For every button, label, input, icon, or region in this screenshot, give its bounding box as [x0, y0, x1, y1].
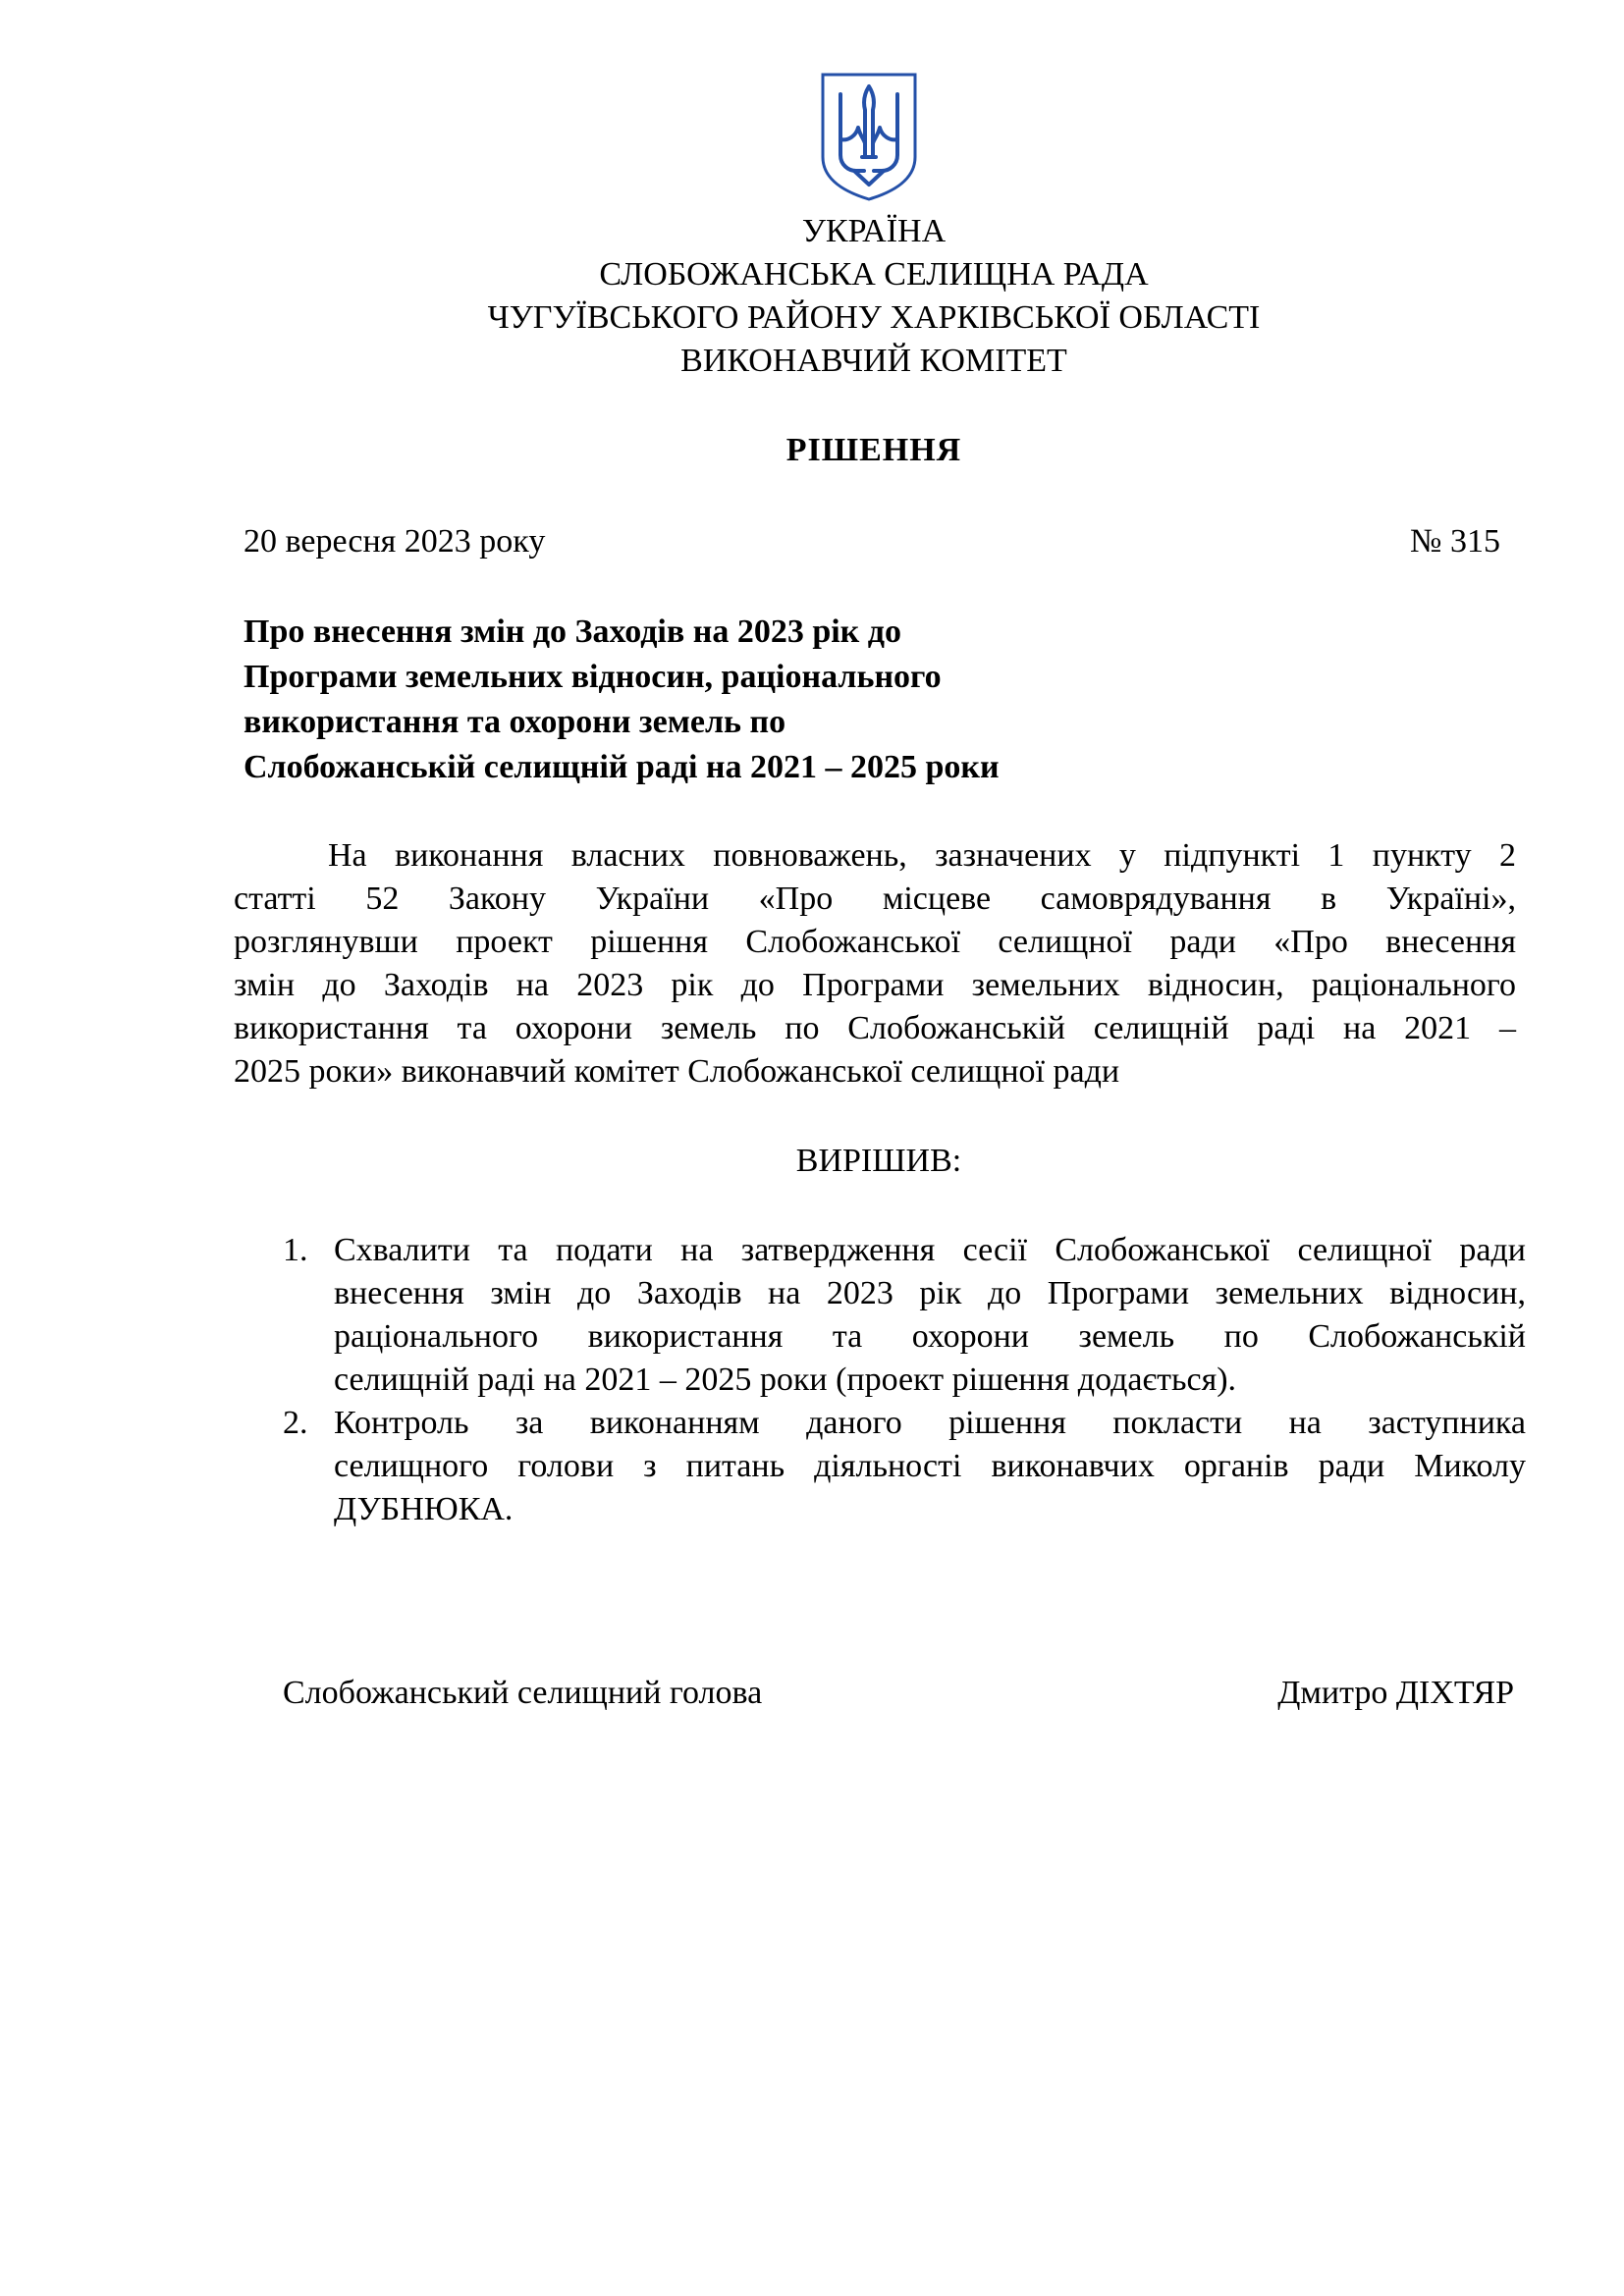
header-council: СЛОБОЖАНСЬКА СЕЛИЩНА РАДА: [599, 256, 1149, 293]
document-title: РІШЕННЯ: [785, 432, 962, 468]
preamble-line: розглянувши проект рішення Слобожанської селищної ради «Про внесення: [234, 924, 1516, 960]
header-district: ЧУГУЇВСЬКОГО РАЙОНУ ХАРКІВСЬКОЇ ОБЛАСТІ: [487, 299, 1261, 336]
signatory-position: Слобожанський селищний голова: [283, 1675, 763, 1711]
subject-line: використання та охорони земель по: [244, 704, 786, 740]
preamble-line: 2025 роки» виконавчий комітет Слобожанської селищної ради: [234, 1053, 1120, 1090]
decision-list: [283, 1229, 1526, 1531]
subject-line: Про внесення змін до Заходів на 2023 рік до: [244, 614, 901, 650]
subject-line: Слобожанській селищній раді на 2021 – 2025 роки: [244, 749, 1000, 785]
preamble-line: змін до Заходів на 2023 рік до Програми земельних відносин, раціонального: [234, 967, 1516, 1003]
signatory-name: Дмитро ДІХТЯР: [1277, 1675, 1514, 1711]
document-number: № 315: [1410, 523, 1500, 560]
list-item-line: Контроль за виконанням даного рішення покласти на заступника: [334, 1405, 1526, 1441]
preamble-line: статті 52 Закону України «Про місцеве самоврядування в Україні»,: [234, 881, 1516, 917]
preamble-paragraph: [234, 834, 1516, 1094]
document-subject: [244, 610, 1000, 790]
header-country: УКРАЇНА: [801, 213, 947, 249]
decision-item-2: [283, 1402, 1526, 1531]
list-item-line: ДУБНЮКА.: [334, 1491, 514, 1527]
list-item-line: раціонального використання та охорони земель по Слобожанській: [334, 1318, 1526, 1355]
list-item-line: селищного голови з питань діяльності виконавчих органів ради Миколу: [334, 1448, 1526, 1484]
document-header: [0, 210, 1624, 383]
list-item-number: 1.: [283, 1232, 308, 1268]
decision-item-1: [283, 1229, 1526, 1402]
decided-heading: ВИРІШИВ:: [795, 1143, 962, 1179]
preamble-line: використання та охорони земель по Слобожанській селищній раді на 2021 –: [234, 1010, 1516, 1046]
preamble-line: На виконання власних повноважень, зазначених у підпункті 1 пункту 2: [328, 837, 1516, 874]
subject-line: Програми земельних відносин, раціонального: [244, 659, 942, 695]
header-committee: ВИКОНАВЧИЙ КОМІТЕТ: [680, 343, 1067, 379]
document-date: 20 вересня 2023 року: [244, 523, 546, 560]
list-item-line: Схвалити та подати на затвердження сесії Слобожанської селищної ради: [334, 1232, 1526, 1268]
list-item-line: селищній раді на 2021 – 2025 роки (проект рішення додається).: [334, 1362, 1237, 1398]
list-item-number: 2.: [283, 1405, 308, 1441]
list-item-line: внесення змін до Заходів на 2023 рік до Програми земельних відносин,: [334, 1275, 1526, 1311]
coat-of-arms-of-ukraine-icon: [819, 71, 919, 202]
